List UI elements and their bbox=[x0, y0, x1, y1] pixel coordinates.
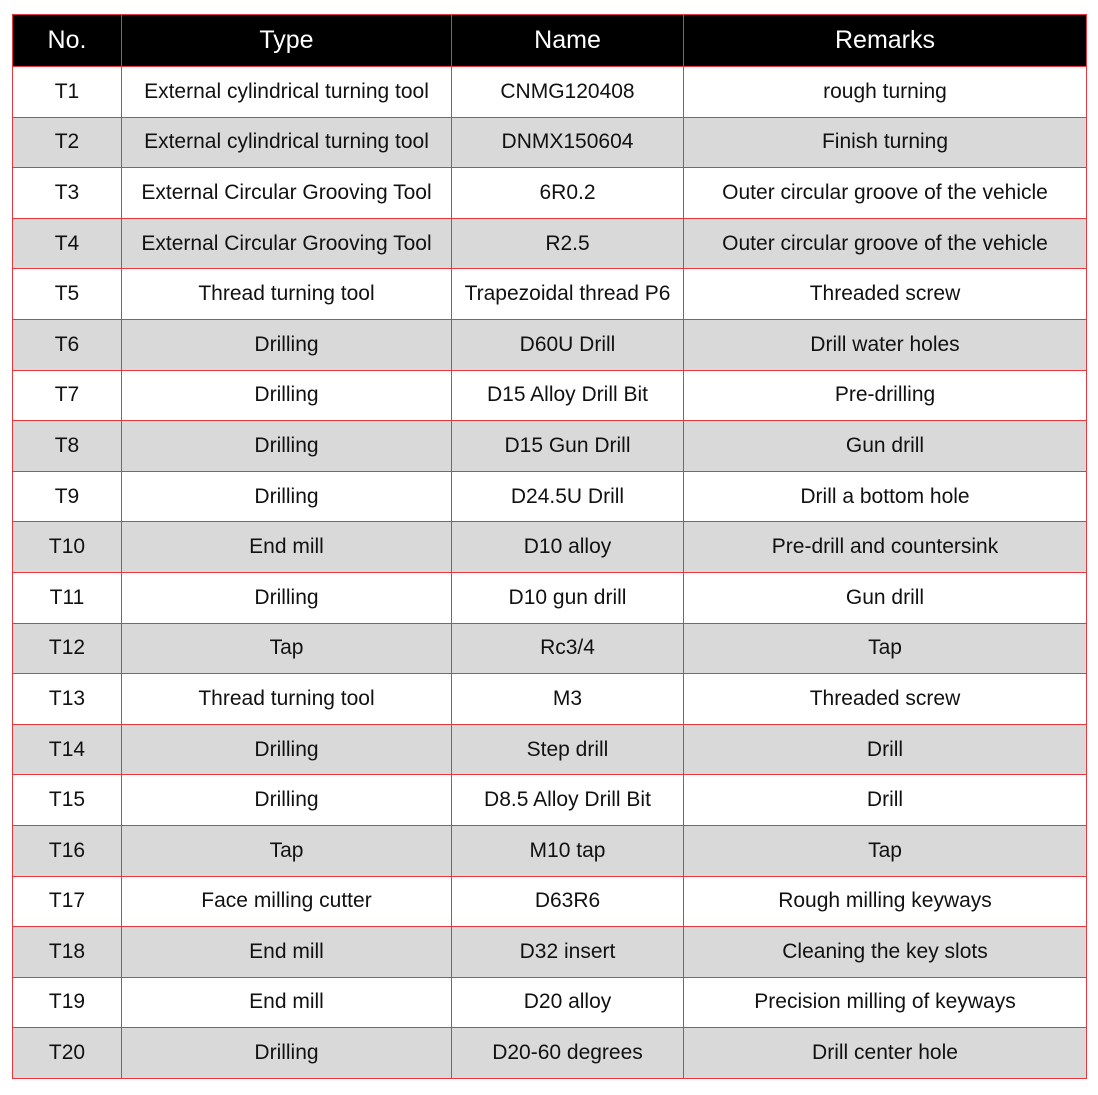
table-row bbox=[13, 977, 1087, 1028]
cell-remarks: Precision milling of keyways bbox=[684, 977, 1087, 1028]
cell-type: Thread turning tool bbox=[122, 674, 452, 725]
cell-name: Step drill bbox=[452, 724, 684, 775]
cell-remarks: Outer circular groove of the vehicle bbox=[684, 168, 1087, 219]
table-row bbox=[13, 775, 1087, 826]
cell-no: T13 bbox=[13, 674, 122, 725]
cell-no: T19 bbox=[13, 977, 122, 1028]
table-row bbox=[13, 825, 1087, 876]
header-remarks: Remarks bbox=[684, 15, 1087, 67]
table-row bbox=[13, 319, 1087, 370]
cell-name: D32 insert bbox=[452, 927, 684, 978]
header-no: No. bbox=[13, 15, 122, 67]
cell-no: T10 bbox=[13, 522, 122, 573]
tool-table bbox=[12, 14, 1087, 1079]
cell-type: Drilling bbox=[122, 724, 452, 775]
cell-remarks: Finish turning bbox=[684, 117, 1087, 168]
header-name: Name bbox=[452, 15, 684, 67]
cell-type: External Circular Grooving Tool bbox=[122, 218, 452, 269]
table-row bbox=[13, 471, 1087, 522]
cell-type: Tap bbox=[122, 825, 452, 876]
cell-remarks: Tap bbox=[684, 825, 1087, 876]
cell-name: M3 bbox=[452, 674, 684, 725]
cell-remarks: Cleaning the key slots bbox=[684, 927, 1087, 978]
cell-remarks: Drill a bottom hole bbox=[684, 471, 1087, 522]
cell-type: External Circular Grooving Tool bbox=[122, 168, 452, 219]
cell-name: D15 Alloy Drill Bit bbox=[452, 370, 684, 421]
cell-name: D63R6 bbox=[452, 876, 684, 927]
cell-remarks: Threaded screw bbox=[684, 269, 1087, 320]
table-row bbox=[13, 522, 1087, 573]
cell-no: T1 bbox=[13, 67, 122, 118]
cell-type: Drilling bbox=[122, 1028, 452, 1079]
cell-type: External cylindrical turning tool bbox=[122, 117, 452, 168]
table-row bbox=[13, 674, 1087, 725]
table-row bbox=[13, 876, 1087, 927]
cell-remarks: Gun drill bbox=[684, 572, 1087, 623]
cell-name: D15 Gun Drill bbox=[452, 421, 684, 472]
cell-type: Thread turning tool bbox=[122, 269, 452, 320]
cell-type: Drilling bbox=[122, 319, 452, 370]
cell-remarks: Drill water holes bbox=[684, 319, 1087, 370]
table-row bbox=[13, 623, 1087, 674]
cell-type: Drilling bbox=[122, 421, 452, 472]
cell-remarks: Threaded screw bbox=[684, 674, 1087, 725]
cell-name: D24.5U Drill bbox=[452, 471, 684, 522]
cell-no: T17 bbox=[13, 876, 122, 927]
cell-remarks: rough turning bbox=[684, 67, 1087, 118]
cell-type: Tap bbox=[122, 623, 452, 674]
cell-no: T4 bbox=[13, 218, 122, 269]
cell-remarks: Drill center hole bbox=[684, 1028, 1087, 1079]
header-row bbox=[13, 15, 1087, 67]
cell-no: T8 bbox=[13, 421, 122, 472]
cell-no: T9 bbox=[13, 471, 122, 522]
cell-no: T5 bbox=[13, 269, 122, 320]
cell-name: M10 tap bbox=[452, 825, 684, 876]
cell-remarks: Drill bbox=[684, 724, 1087, 775]
cell-remarks: Outer circular groove of the vehicle bbox=[684, 218, 1087, 269]
cell-type: Drilling bbox=[122, 775, 452, 826]
cell-no: T18 bbox=[13, 927, 122, 978]
cell-name: DNMX150604 bbox=[452, 117, 684, 168]
cell-name: D8.5 Alloy Drill Bit bbox=[452, 775, 684, 826]
table-row bbox=[13, 370, 1087, 421]
cell-name: CNMG120408 bbox=[452, 67, 684, 118]
table-row bbox=[13, 421, 1087, 472]
cell-no: T2 bbox=[13, 117, 122, 168]
table-row bbox=[13, 117, 1087, 168]
cell-remarks: Pre-drill and countersink bbox=[684, 522, 1087, 573]
table-row bbox=[13, 927, 1087, 978]
cell-name: D20 alloy bbox=[452, 977, 684, 1028]
cell-name: R2.5 bbox=[452, 218, 684, 269]
cell-type: End mill bbox=[122, 522, 452, 573]
cell-remarks: Pre-drilling bbox=[684, 370, 1087, 421]
cell-type: End mill bbox=[122, 927, 452, 978]
cell-no: T12 bbox=[13, 623, 122, 674]
table-row bbox=[13, 168, 1087, 219]
cell-no: T11 bbox=[13, 572, 122, 623]
cell-name: D10 gun drill bbox=[452, 572, 684, 623]
cell-name: Trapezoidal thread P6 bbox=[452, 269, 684, 320]
cell-type: External cylindrical turning tool bbox=[122, 67, 452, 118]
header-type: Type bbox=[122, 15, 452, 67]
cell-type: End mill bbox=[122, 977, 452, 1028]
cell-remarks: Tap bbox=[684, 623, 1087, 674]
cell-type: Drilling bbox=[122, 572, 452, 623]
cell-remarks: Gun drill bbox=[684, 421, 1087, 472]
cell-name: Rc3/4 bbox=[452, 623, 684, 674]
cell-remarks: Rough milling keyways bbox=[684, 876, 1087, 927]
table-row bbox=[13, 67, 1087, 118]
cell-type: Face milling cutter bbox=[122, 876, 452, 927]
cell-no: T20 bbox=[13, 1028, 122, 1079]
cell-name: 6R0.2 bbox=[452, 168, 684, 219]
cell-no: T3 bbox=[13, 168, 122, 219]
table-row bbox=[13, 218, 1087, 269]
cell-no: T15 bbox=[13, 775, 122, 826]
table-row bbox=[13, 724, 1087, 775]
cell-no: T6 bbox=[13, 319, 122, 370]
cell-no: T16 bbox=[13, 825, 122, 876]
cell-no: T14 bbox=[13, 724, 122, 775]
cell-remarks: Drill bbox=[684, 775, 1087, 826]
table-row bbox=[13, 572, 1087, 623]
table-row bbox=[13, 269, 1087, 320]
cell-name: D10 alloy bbox=[452, 522, 684, 573]
cell-no: T7 bbox=[13, 370, 122, 421]
cell-name: D60U Drill bbox=[452, 319, 684, 370]
cell-name: D20-60 degrees bbox=[452, 1028, 684, 1079]
cell-type: Drilling bbox=[122, 471, 452, 522]
cell-type: Drilling bbox=[122, 370, 452, 421]
table-row bbox=[13, 1028, 1087, 1079]
